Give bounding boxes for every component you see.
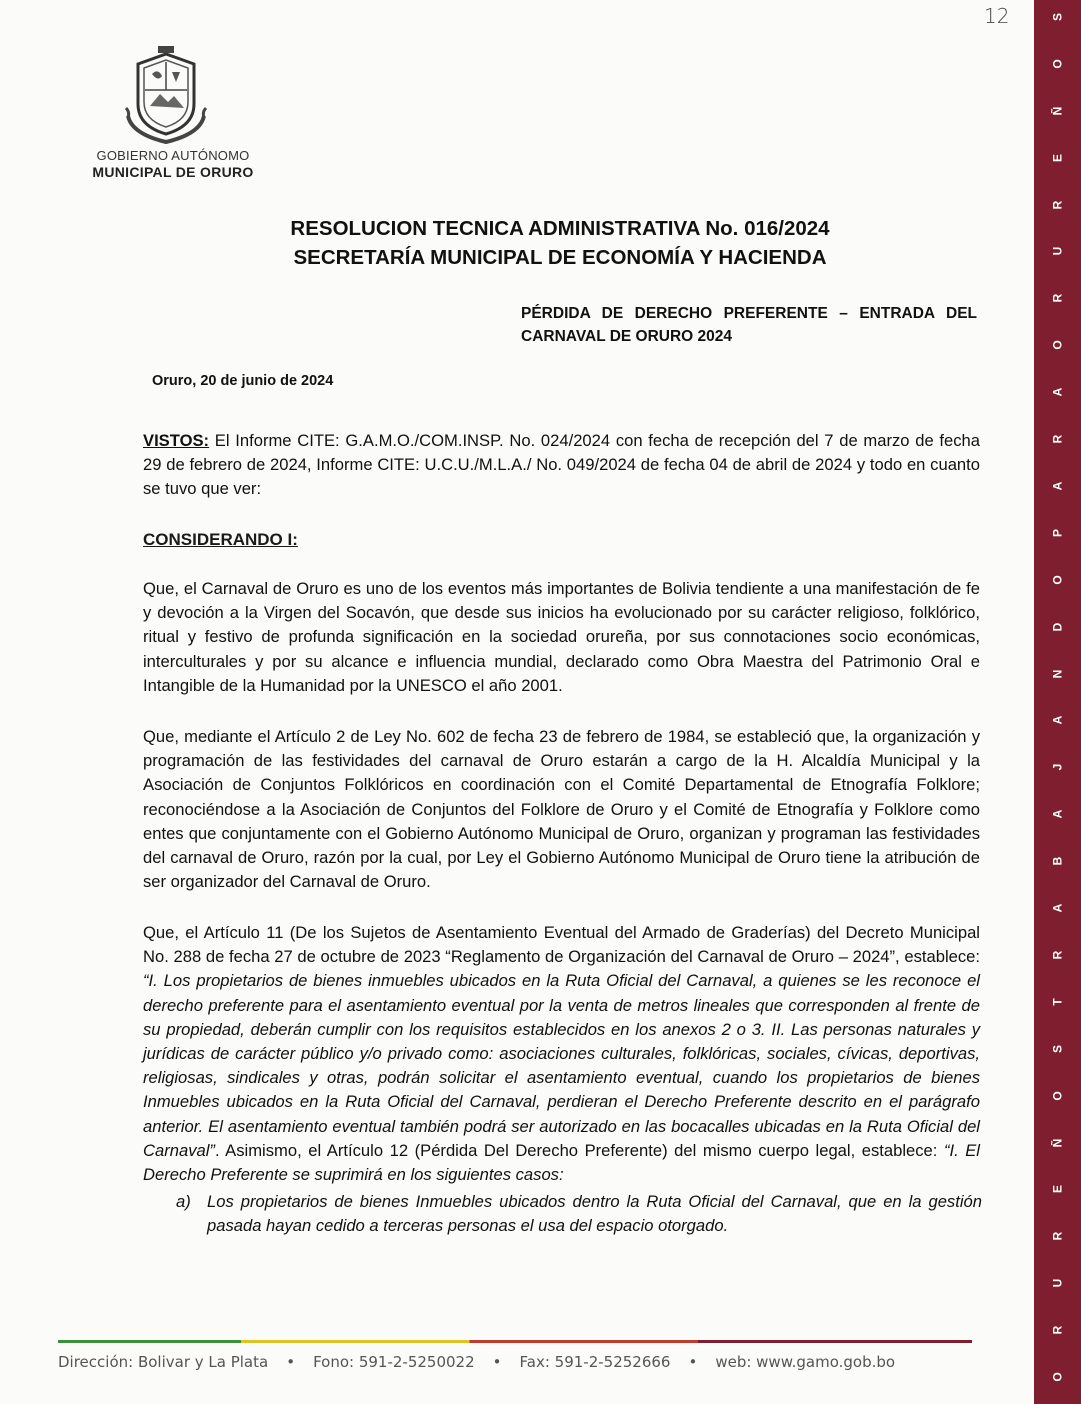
list-item-a-letter: a) bbox=[176, 1192, 191, 1211]
footer-color-line bbox=[58, 1340, 972, 1343]
footer-contact bbox=[58, 1353, 972, 1371]
paragraph-3 bbox=[143, 921, 980, 1187]
slogan-letter: J bbox=[1050, 764, 1065, 771]
slogan-letter: R bbox=[1050, 434, 1065, 444]
slogan-letter: U bbox=[1050, 1278, 1065, 1288]
footer-web: web: www.gamo.gob.bo bbox=[715, 1353, 896, 1371]
slogan-letter: R bbox=[1050, 950, 1065, 960]
vistos-paragraph bbox=[143, 429, 980, 502]
slogan-letter: S bbox=[1050, 13, 1065, 22]
list-item-a-text: Los propietarios de bienes Inmuebles ubicados dentro la Ruta Oficial del Carnaval, que en la gestión pasada hayan cedido a terceras personas el usa del espacio otorgado. bbox=[207, 1192, 982, 1236]
paragraph-3-quote-article-11: “I. Los propietarios de bienes inmuebles ubicados en la Ruta Oficial del Carnaval, a quienes se les reconoce el derecho preferente para el asentamiento eventual por la venta de metros lineales que corresponden al frente de su propiedad, deberán cumplir con los requisitos establecidos en los anexos 2 o 3. II. Las personas naturales y jurídicas de carácter público y/o privado como: asociaciones culturales, folklóricas, sociales, cívicas, deportivas, religiosas, sindicales y otras, podrán solicitar el asentamiento eventual, cuando los propietarios de bienes Inmuebles ubicados en la Ruta Oficial del Carnaval, perdieran el Derecho Preferente descrito en el parágrafo anterior. El asentamiento eventual también podrá ser autorizado en las bocacalles ubicadas en la Ruta Oficial del Carnaval” bbox=[143, 971, 980, 1160]
slogan-letter: O bbox=[1050, 575, 1065, 585]
slogan-letter: S bbox=[1050, 1044, 1065, 1053]
slogan-letter: O bbox=[1050, 1090, 1065, 1101]
slogan-letter: O bbox=[1050, 340, 1065, 350]
org-line-1: GOBIERNO AUTÓNOMO bbox=[96, 148, 250, 163]
slogan-letter: A bbox=[1050, 387, 1065, 397]
footer-phone: Fono: 591-2-5250022 bbox=[313, 1353, 475, 1371]
slogan-letter: R bbox=[1050, 200, 1065, 209]
slogan-letter: B bbox=[1050, 856, 1065, 866]
slogan-letter: D bbox=[1050, 622, 1065, 631]
slogan-letter: E bbox=[1050, 153, 1065, 162]
list-item-a bbox=[176, 1190, 982, 1238]
paragraph-3-connector: . Asimismo, el Artículo 12 (Pérdida Del Derecho Preferente) del mismo cuerpo legal, establece: bbox=[214, 1140, 944, 1160]
paragraph-1: Que, el Carnaval de Oruro es uno de los eventos más importantes de Bolivia tendiente a una manifestación de fe y devoción a la Virgen del Socavón, que desde sus inicios ha evolucionado por su carácter religioso, folklórico, ritual y festivo de profunda significación en la sociedad orureña, por sus connotaciones socio económicas, interculturales y por su alcance e influencia mundial, declarado como Obra Maestra del Patrimonio Oral e Intangible de la Humanidad por la UNESCO el año 2001. bbox=[143, 579, 980, 695]
paragraph-3-quote-article-12: “I. El Derecho Preferente se suprimirá en los siguientes casos: bbox=[143, 1140, 980, 1185]
slogan-letter: Ñ bbox=[1050, 1138, 1065, 1147]
footer-address: Dirección: Bolivar y La Plata bbox=[58, 1353, 269, 1371]
slogan-letter: R bbox=[1050, 1325, 1065, 1335]
paragraph-3-intro: Que, el Artículo 11 (De los Sujetos de Asentamiento Eventual del Armado de Graderías) del Decreto Municipal No. 288 de fecha 27 de octubre de 2023 “Reglamento de Organización del Carnaval de Oruro – 2024”, establece: bbox=[143, 923, 980, 967]
footer-fax: Fax: 591-2-5252666 bbox=[519, 1353, 671, 1371]
footer-separator: • bbox=[492, 1353, 502, 1371]
handwritten-page-number: 12 bbox=[984, 4, 1010, 28]
organization-name bbox=[88, 148, 258, 180]
vistos-label: VISTOS: bbox=[143, 431, 210, 450]
coat-of-arms-logo bbox=[118, 46, 214, 146]
slogan-letter: P bbox=[1050, 528, 1065, 537]
slogan-letter: Ñ bbox=[1050, 106, 1065, 116]
footer-separator: • bbox=[688, 1353, 698, 1371]
org-line-2: MUNICIPAL DE ORURO bbox=[92, 164, 254, 180]
slogan-letter: A bbox=[1050, 481, 1065, 491]
secretariat-title: SECRETARÍA MUNICIPAL DE ECONOMÍA Y HACIENDA bbox=[293, 246, 827, 269]
slogan-letter: U bbox=[1050, 247, 1065, 256]
slogan-letter: O bbox=[1050, 1372, 1065, 1382]
slogan-sidebar bbox=[1034, 0, 1081, 1404]
slogan-letter: T bbox=[1050, 998, 1065, 1006]
slogan-letter: R bbox=[1050, 294, 1065, 303]
slogan-letter: N bbox=[1050, 669, 1065, 678]
slogan-letter: E bbox=[1050, 1185, 1065, 1194]
slogan-letter: A bbox=[1050, 903, 1065, 913]
vistos-text: El Informe CITE: G.A.M.O./COM.INSP. No. 024/2024 con fecha de recepción del 7 de marzo de fecha 29 de febrero de 2024, Informe CITE: U.C.U./M.L.A./ No. 049/2024 de fecha 04 de abril de 2024 y todo en cuanto se tuvo que ver: bbox=[143, 431, 980, 499]
resolution-title: RESOLUCION TECNICA ADMINISTRATIVA No. 016/2024 bbox=[290, 217, 830, 240]
considerando-heading: CONSIDERANDO I: bbox=[143, 530, 298, 549]
footer-separator: • bbox=[286, 1353, 296, 1371]
place-date: Oruro, 20 de junio de 2024 bbox=[152, 373, 334, 389]
slogan-letter: O bbox=[1050, 59, 1065, 69]
paragraph-2: Que, mediante el Artículo 2 de Ley No. 602 de fecha 23 de febrero de 1984, se estableció que, la organización y programación de las festividades del carnaval de Oruro estarán a cargo de la H. Alcaldía Municipal y la Asociación de Conjuntos Folklóricos en coordinación con el Comité Departamental de Etnografía Folklore; reconociéndose a la Asociación de Conjuntos del Folklore de Oruro y el Comité de Etnografía y Folklore como entes que conjuntamente con el Gobierno Autónomo Municipal de Oruro, organizan y programan las festividades del carnaval de Oruro, razón por la cual, por Ley el Gobierno Autónomo Municipal de Oruro tiene la atribución de ser organizador del Carnaval de Oruro. bbox=[143, 727, 980, 892]
subject-line: PÉRDIDA DE DERECHO PREFERENTE – ENTRADA DEL CARNAVAL DE ORURO 2024 bbox=[521, 305, 977, 345]
slogan-letter: R bbox=[1050, 1231, 1065, 1241]
slogan-letter: A bbox=[1050, 809, 1065, 819]
slogan-letter: A bbox=[1050, 716, 1065, 725]
